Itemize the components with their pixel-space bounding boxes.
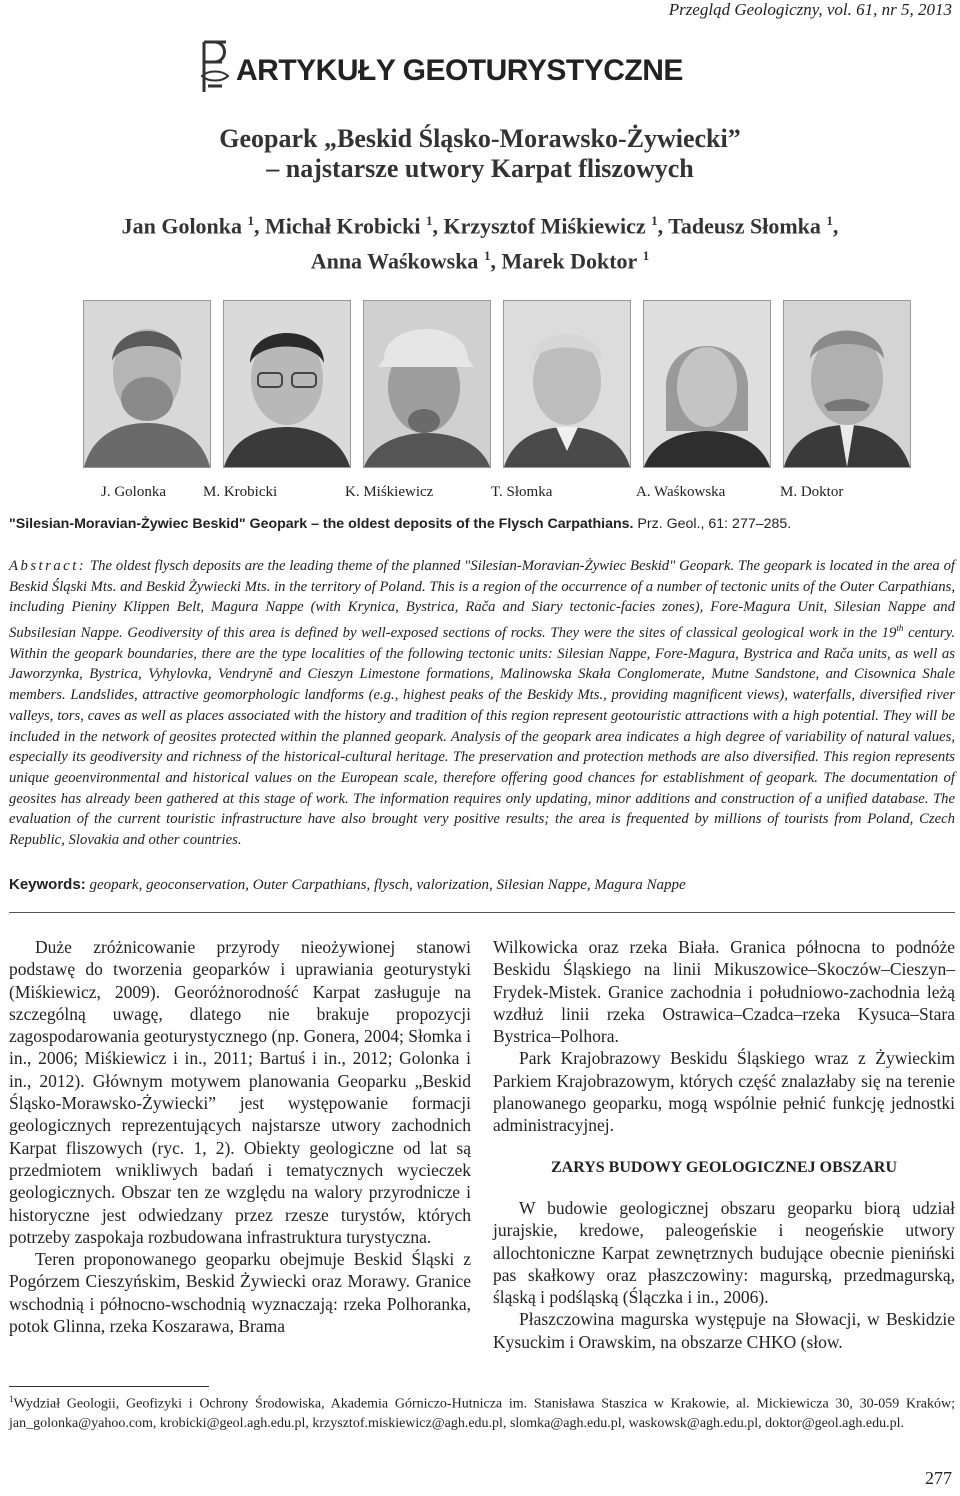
- author-name: Krzysztof Miśkiewicz: [443, 213, 646, 239]
- author-name: Jan Golonka: [121, 213, 243, 239]
- author-line-1: [0, 206, 960, 241]
- photo-caption: M. Doktor: [780, 484, 844, 500]
- title-line-1: Geopark „Beskid Śląsko-Morawsko-Żywiecki”: [219, 124, 741, 153]
- author-photo-golonka: [83, 300, 211, 468]
- author-photo-waskowska: [643, 300, 771, 468]
- author-photo-slomka: [503, 300, 631, 468]
- page-number: 277: [925, 1468, 952, 1488]
- abstract-text: The oldest flysch deposits are the leading theme of the planned "Silesian-Moravian-Żywiec Beskid" Geopark. The geopark is located in the area of Beskid Śląski Mts. and Beskid Żywiecki Mts. in the territory of Poland. This is a region of the occurrence of a number of tectonic units of the Outer Carpathians, including Pieniny Klippen Belt, Magura Nappe (with Krynica, Bystrica, Rača and Siary tectonic-facies zones), Fore-Magura Unit, Silesian Nappe and Subsilesian Nappe. Geodiversity of this area is defined by well-exposed sections of rocks. They were the sites of classical geological work in the 19: [9, 558, 955, 641]
- citation-reference: Prz. Geol., 61: 277–285.: [633, 516, 792, 532]
- author-photo-krobicki: [223, 300, 351, 468]
- journal-logo-icon: [198, 36, 232, 98]
- abstract: [9, 556, 955, 851]
- author-line-2: [0, 241, 960, 276]
- footnote-mark: 1: [9, 1394, 14, 1404]
- photo-caption: K. Miśkiewicz: [345, 484, 434, 500]
- keywords: [9, 876, 686, 894]
- footnote: [9, 1390, 955, 1433]
- author-photo-doktor: [783, 300, 911, 468]
- author-photo-miskiewicz: [363, 300, 491, 468]
- author-name: Anna Waśkowska: [310, 248, 479, 274]
- abstract-label: Abstract:: [9, 558, 87, 574]
- body-paragraph: Teren proponowanego geoparku obejmuje Beskid Śląski z Pogórzem Cieszyńskim, Beskid Żywiecki oraz Morawy. Granice wschodnią i północno-wschodnią wyznaczają: rzeka Polhoranka, potok Glinna, rzeka Koszarawa, Brama: [9, 1249, 471, 1337]
- keywords-label: Keywords:: [9, 876, 86, 893]
- citation-line: [9, 516, 791, 532]
- citation-title: "Silesian-Moravian-Żywiec Beskid" Geopark – the oldest deposits of the Flysch Carpathians.: [9, 516, 634, 532]
- body-paragraph: Park Krajobrazowy Beskidu Śląskiego wraz z Żywieckim Parkiem Krajobrazowym, których część znalazłaby się na terenie planowanego geoparku, mogą wspólnie pełnić funkcję jednostki administracyjnej.: [493, 1048, 955, 1136]
- body-column-left: [9, 936, 471, 1337]
- footnote-divider: [9, 1386, 209, 1387]
- author-name: Michał Krobicki: [265, 213, 421, 239]
- author-name: Marek Doktor: [501, 248, 638, 274]
- title-line-2: – najstarsze utwory Karpat fliszowych: [266, 154, 694, 183]
- body-paragraph: W budowie geologicznej obszaru geoparku biorą udział jurajskie, kredowe, paleogeńskie i neogeńskie utwory allochtoniczne Karpat zewnętrznych budujące obecnie pieniński pas skałkowy oraz płaszczowiny: magurską, przedmagurską, śląską i podśląską (Ślączka i in., 2006).: [493, 1197, 955, 1308]
- author-separator: ,: [490, 248, 502, 274]
- body-paragraph: Wilkowicka oraz rzeka Biała. Granica północna to podnóże Beskidu Śląskiego na linii Mikuszowice–Skoczów–Cieszyn–Frydek-Mistek. Granice zachodnia i południowo-zachodnia leżą wzdłuż linii rzeka Ostrawica–Czadca–rzeka Kysuca–Stara Bystrica–Polhora.: [493, 937, 955, 1047]
- keywords-text: geopark, geoconservation, Outer Carpathians, flysch, valorization, Silesian Nappe, Magura Nappe: [85, 877, 686, 893]
- photo-caption: J. Golonka: [101, 484, 166, 500]
- author-name: Tadeusz Słomka: [668, 213, 821, 239]
- body-column-right: [493, 936, 955, 1353]
- photo-caption: M. Krobicki: [203, 484, 278, 500]
- photo-caption: A. Waśkowska: [636, 484, 726, 500]
- author-affiliation-mark: 1: [425, 213, 433, 228]
- section-divider: [9, 912, 955, 913]
- journal-header: Przegląd Geologiczny, vol. 61, nr 5, 2013: [668, 0, 952, 19]
- section-heading: [198, 36, 683, 98]
- body-paragraph: Duże zróżnicowanie przyrody nieożywionej stanowi podstawę do tworzenia geoparków i uprawiania geoturystyki (Miśkiewicz, 2009). Georóżnorodność Karpat zasługuje na szczególną uwagę, dlatego nie brakuje propozycji zagospodarowania geoturystycznego (np. Gonera, 2004; Słomka i in., 2006; Miśkiewicz i in., 2011; Bartuś i in., 2012; Golonka i in., 2012). Głównym motywem planowania Geoparku „Beskid Śląsko-Morawsko-Żywiecki” jest występowanie formacji geologicznych reprezentujących najstarsze utwory zachodnich Karpat fliszowych (ryc. 1, 2). Obiekty geologiczne od lat są przedmiotem wnikliwych badań i tematycznych wycieczek geologicznych. Obszar ten ze względu na walory przyrodnicze i historyczne jest odwiedzany przez rzesze turystów, których potrzeby zaspokaja rozbudowana infrastruktura turystyczna.: [9, 937, 471, 1247]
- footnote-text: Wydział Geologii, Geofizyki i Ochrony Środowiska, Akademia Górniczo-Hutnicza im. Stanisława Staszica w Krakowie, al. Mickiewicza 30, 30-059 Kraków; jan_golonka@yahoo.com, krobicki@geol.agh.edu.pl, krzysztof.miskiewicz@agh.edu.pl, slomka@agh.edu.pl, waskowsk@agh.edu.pl, doktor@geol.agh.edu.pl.: [9, 1396, 955, 1431]
- author-separator: ,: [432, 213, 444, 239]
- author-separator: ,: [657, 213, 669, 239]
- abstract-text-continued: century. Within the geopark boundaries, there are the type localities of the following tectonic units: Silesian Nappe, Fore-Magura, Bystrica and Rača units, as well as Jaworzynka, Bystrica, Vyhylovka, Vendryně and Cieszyn Limestone formations, Malinowska Skała Conglomerate, Mutne Sandstone, and Cisownica Shale members. Landslides, attractive geomorphologic landforms (e.g., highest peaks of the Beskidy Mts., providing magnificent views), waterfalls, diversified river valleys, tors, caves as well as places associated with the history and tradition of this region represent geotouristic attractions with a high potential. They will be included in the network of geosites protected within the planned geopark. Analysis of the geopark area indicates a high degree of variability of natural values, especially its geodiversity and richness of the historical-cultural heritage. The preservation and protection methods are also diversified. This region represents unique geoenvironmental and historical values on the European scale, therefore offering good chances for establishment of geopark. The documentation of geosites has already been gathered at this stage of work. The information requires only updating, minor additions and construction of a unified database. The evaluation of the current touristic infrastructure have also brought very positive results; the area is frequented by millions of tourists from Poland, Czech Republic, Slovakia and other countries.: [9, 625, 955, 849]
- author-affiliation-mark: 1: [247, 213, 255, 228]
- article-title: [0, 124, 960, 184]
- author-affiliation-mark: 1: [651, 213, 658, 228]
- section-subheading: ZARYS BUDOWY GEOLOGICZNEJ OBSZARU: [550, 1158, 897, 1176]
- author-affiliation-mark: 1: [826, 213, 833, 228]
- author-affiliation-mark: 1: [642, 248, 650, 264]
- author-affiliation-mark: 1: [483, 248, 491, 264]
- body-paragraph: Płaszczowina magurska występuje na Słowacji, w Beskidzie Kysuckim i Orawskim, na obszarze CHKO (słow.: [493, 1309, 955, 1352]
- author-separator: ,: [832, 213, 839, 239]
- author-separator: ,: [254, 213, 266, 239]
- author-list: [0, 206, 960, 277]
- section-title: ARTYKUŁY GEOTURYSTYCZNE: [236, 54, 683, 87]
- photo-caption: T. Słomka: [491, 484, 553, 500]
- abstract-superscript: th: [896, 623, 904, 634]
